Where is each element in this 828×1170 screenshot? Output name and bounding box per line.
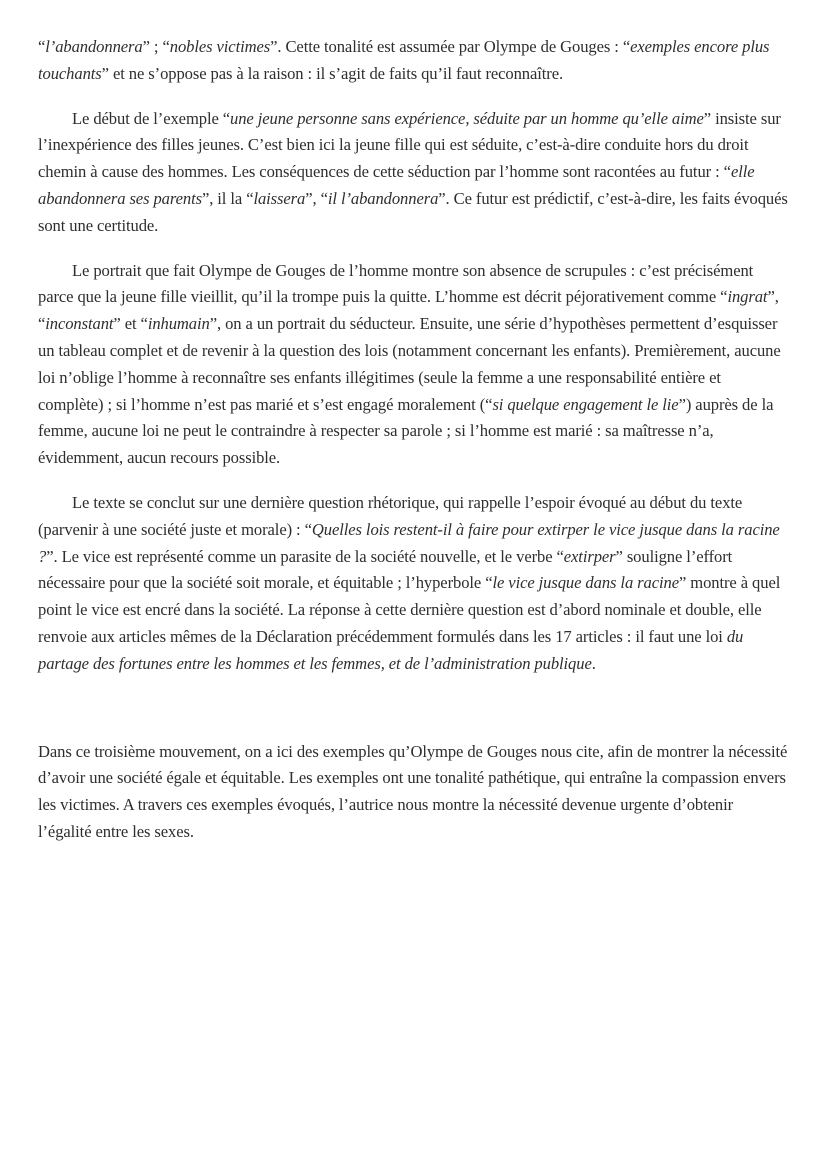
text-segment: ” montre à quel point le vice est encré dans la société. La réponse à cette dernière question est d’abord nominale et double, elle renvoie aux articles mêmes de la Déclaration précédemment formulés dans les 17 articles : il faut une loi xyxy=(38,573,781,646)
quotation-text: il l’abandonnera xyxy=(327,188,439,208)
quotation-text: ingrat xyxy=(727,287,768,307)
text-segment: Le début de l’exemple “ xyxy=(72,108,231,128)
body-paragraph xyxy=(38,34,790,88)
quotation-text: l’abandonnera xyxy=(45,37,143,56)
text-segment: ”) auprès de la femme, aucune loi ne peut le contraindre à respecter sa parole ; si l’homme est marié : sa maîtresse n’a, évidemment, aucun recours possible. xyxy=(38,394,774,468)
quotation-text: elle abandonnera ses parents xyxy=(38,162,755,208)
quotation-text: si quelque engagement le lie xyxy=(492,394,679,414)
quotation-text: une jeune personne sans expérience, séduite par un homme qu’elle aime xyxy=(230,108,704,128)
text-segment: ”, “ xyxy=(38,287,779,334)
quotation-text: extirper xyxy=(563,546,616,566)
text-segment: Le portrait que fait Olympe de Gouges de l’homme montre son absence de scrupules : c’est précisément parce que la jeune fille vieillit, qu’il la trompe puis la quitte. L’homme est décrit péjorativement comme “ xyxy=(38,260,754,307)
document-page xyxy=(38,34,790,846)
text-segment: ” souligne l’effort nécessaire pour que la société soit morale, et équitable ; l’hyperbole “ xyxy=(38,546,733,593)
text-segment: Dans ce troisième mouvement, on a ici des exemples qu’Olympe de Gouges nous cite, afin de montrer la nécessité d’avoir une société égale et équitable. Les exemples ont une tonalité pathétique, qui entraîne la compassion envers les victimes. A travers ces exemples évoqués, l’autrice nous montre la nécessité devenue urgente d’obtenir l’égalité entre les sexes. xyxy=(38,741,788,841)
text-segment: . xyxy=(591,653,596,673)
text-segment: ”. Ce futur est prédictif, c’est-à-dire, les faits évoqués sont une certitude. xyxy=(38,188,788,235)
text-segment: “ xyxy=(38,37,46,56)
quotation-text: le vice jusque dans la racine xyxy=(492,573,679,593)
text-segment: ”. Cette tonalité est assumée par Olympe de Gouges : “ xyxy=(270,37,631,56)
quotation-text: inhumain xyxy=(147,314,210,334)
body-paragraph xyxy=(38,490,790,678)
quotation-text: laissera xyxy=(253,188,306,208)
quotation-text: du partage des fortunes entre les hommes et les femmes, et de l’administration publique xyxy=(38,626,744,673)
text-segment: ” ; “ xyxy=(142,37,170,56)
text-segment: ”. Le vice est représenté comme un parasite de la société nouvelle, et le verbe “ xyxy=(46,546,564,566)
text-segment: Le texte se conclut sur une dernière question rhétorique, qui rappelle l’espoir évoqué au début du texte (parvenir à une société juste et morale) : “ xyxy=(38,492,743,539)
quotation-text: inconstant xyxy=(45,314,114,334)
quotation-text: Quelles lois restent-il à faire pour extirper le vice jusque dans la racine ? xyxy=(38,519,780,566)
text-segment: ” et “ xyxy=(113,314,148,334)
quotation-text: exemples encore plus touchants xyxy=(38,37,770,83)
body-paragraph xyxy=(38,106,790,240)
conclusion-paragraph xyxy=(38,739,790,846)
body-paragraph xyxy=(38,258,790,472)
text-segment: ”, il la “ xyxy=(201,188,254,208)
quotation-text: nobles victimes xyxy=(169,37,271,56)
text-segment: ”, on a un portrait du séducteur. Ensuite, une série d’hypothèses permettent d’esquisser un tableau complet et de revenir à la question des lois (notamment concernant les enfants). Premièrement, aucune loi n’oblige l’homme à reconnaître ses enfants illégitimes (seule la femme a une responsabilité entière et complète) ; si l’homme n’est pas marié et s’est engagé moralement (“ xyxy=(38,314,781,414)
text-segment: ”, “ xyxy=(305,188,328,208)
text-segment: ” insiste sur l’inexpérience des filles jeunes. C’est bien ici la jeune fille qui est séduite, c’est-à-dire conduite hors du droit chemin à cause des hommes. Les conséquences de cette séduction par l’homme sont racontées au futur : “ xyxy=(38,108,781,182)
text-segment: ” et ne s’oppose pas à la raison : il s’agit de faits qu’il faut reconnaître. xyxy=(101,63,564,83)
